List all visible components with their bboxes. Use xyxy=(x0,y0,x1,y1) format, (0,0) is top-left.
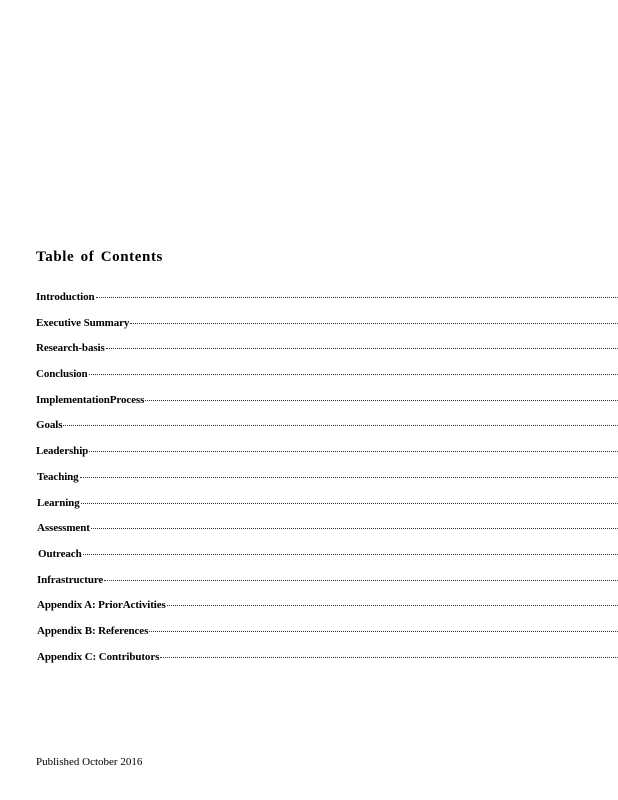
toc-entry-conclusion[interactable] xyxy=(36,368,618,394)
toc-entry-goals[interactable] xyxy=(36,419,618,445)
toc-list xyxy=(36,291,618,676)
toc-entry-infrastructure[interactable] xyxy=(36,574,618,600)
toc-dot-leader xyxy=(167,605,618,606)
toc-entry-label: Leadership xyxy=(36,445,89,458)
toc-entry-label: Conclusion xyxy=(36,368,88,381)
toc-title: Table of Contents xyxy=(36,249,163,265)
toc-entry-label: Assessment xyxy=(37,522,90,535)
toc-entry-label: Goals xyxy=(36,419,63,432)
toc-dot-leader xyxy=(83,554,618,555)
toc-entry-teaching[interactable] xyxy=(36,471,618,497)
toc-dot-leader xyxy=(149,631,618,632)
toc-entry-label: Teaching xyxy=(37,470,79,483)
toc-entry-label: Appendix A: PriorActivities xyxy=(37,599,166,612)
toc-entry-research-basis[interactable] xyxy=(36,342,618,368)
toc-entry-label: Infrastructure xyxy=(37,573,104,586)
toc-entry-outreach[interactable] xyxy=(36,548,618,574)
toc-entry-label: Learning xyxy=(37,496,80,509)
toc-entry-label: ImplementationProcess xyxy=(36,393,145,406)
toc-dot-leader xyxy=(145,400,618,401)
toc-dot-leader xyxy=(106,348,618,349)
toc-dot-leader xyxy=(130,323,618,324)
toc-entry-label: Executive Summary xyxy=(36,316,130,329)
toc-entry-appendix-a[interactable] xyxy=(36,599,618,625)
toc-entry-appendix-b[interactable] xyxy=(36,625,618,651)
toc-entry-label: Research-basis xyxy=(36,342,105,355)
toc-entry-learning[interactable] xyxy=(36,497,618,523)
toc-entry-label: Appendix C: Contributors xyxy=(37,650,160,663)
toc-dot-leader xyxy=(63,425,618,426)
toc-dot-leader xyxy=(96,297,618,298)
toc-dot-leader xyxy=(89,374,618,375)
toc-entry-label: Appendix B: References xyxy=(37,624,149,637)
publication-date-footer: Published October 2016 xyxy=(36,756,143,768)
toc-dot-leader xyxy=(80,477,618,478)
toc-entry-leadership[interactable] xyxy=(36,445,618,471)
toc-entry-label: Outreach xyxy=(38,547,82,560)
toc-entry-executive-summary[interactable] xyxy=(36,317,618,343)
toc-dot-leader xyxy=(160,657,618,658)
toc-entry-introduction[interactable] xyxy=(36,291,618,317)
toc-entry-label: Introduction xyxy=(36,291,95,303)
toc-dot-leader xyxy=(91,528,618,529)
toc-entry-appendix-c[interactable] xyxy=(36,651,618,677)
toc-entry-assessment[interactable] xyxy=(36,522,618,548)
toc-entry-implementation-process[interactable] xyxy=(36,394,618,420)
toc-dot-leader xyxy=(81,503,618,504)
toc-dot-leader xyxy=(104,580,618,581)
toc-dot-leader xyxy=(89,451,618,452)
